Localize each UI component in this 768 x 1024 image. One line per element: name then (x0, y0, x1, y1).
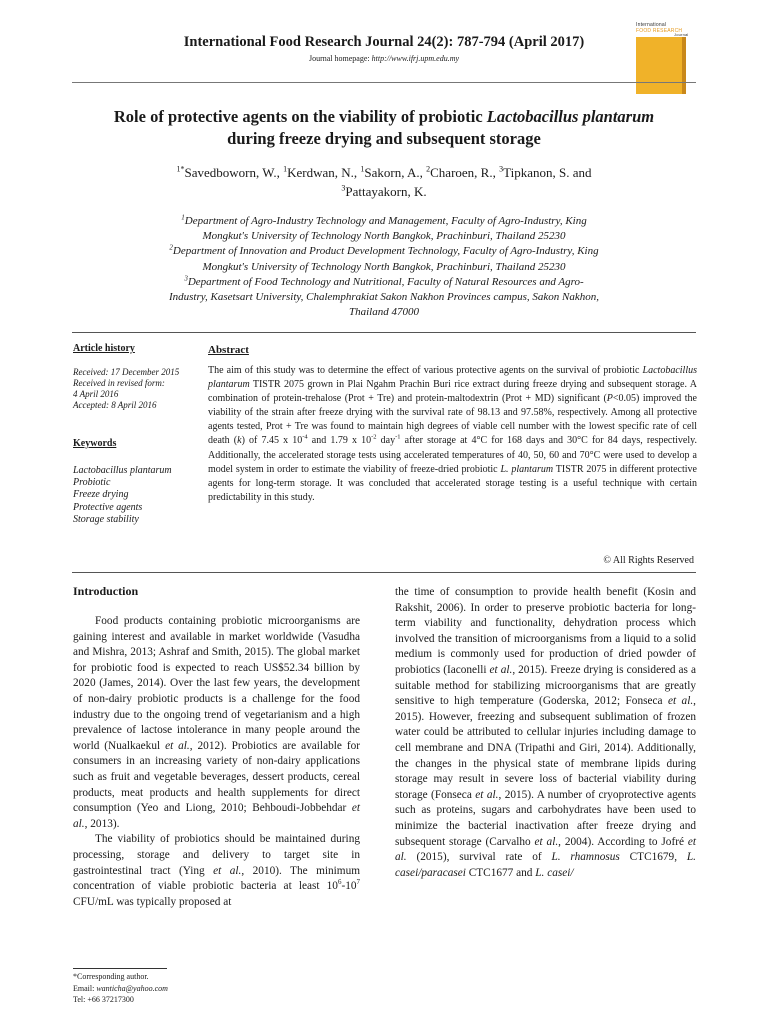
paper-title (60, 106, 708, 150)
abstract-sup: -2 (371, 434, 377, 442)
species-name: L. rhamnosus (551, 851, 620, 864)
footnote-divider (73, 968, 167, 969)
homepage-link[interactable]: http://www.ifrj.upm.edu.my (371, 54, 460, 63)
et-al: et al. (395, 835, 697, 864)
logo-block-shadow (682, 37, 686, 94)
introduction-heading: Introduction (73, 584, 139, 598)
affil-sup: 3 (184, 274, 188, 283)
keywords-list (73, 465, 203, 526)
et-al: et al. (213, 864, 242, 877)
body-text: , 2015). However, freezing and subsequent sublimation of frozen water could be attributed to cellular injuries including damage to cell membrane and DNA (Tripathi and Giri, 2014). Additionally, the changes in the physical state of membrane lipids during storage may result in severe loss of bacterial viability during storage (Fonseca (395, 695, 696, 801)
intro-paragraph-1 (73, 614, 360, 832)
body-text: (2015), survival rate of (406, 851, 552, 864)
body-text: -10 (341, 880, 357, 893)
abstract-part: day (376, 435, 396, 447)
affiliations (80, 214, 688, 320)
et-al: et al. (667, 695, 694, 708)
journal-logo (636, 22, 698, 94)
et-al: et al. (475, 788, 499, 801)
affil-line: Department of Agro-Industry Technology and Management, Faculty of Agro-Industry, King (184, 215, 587, 227)
article-history-label: Article history (73, 343, 135, 354)
affil-line: Mongkut's University of Technology North Bangkok, Prachinburi, Thailand 25230 (202, 260, 566, 273)
received-date: Received: 17 December 2015 (73, 367, 180, 377)
affil-line: Thailand 47000 (349, 306, 419, 319)
abstract-italic: k (237, 435, 242, 447)
author-sup: 1 (283, 164, 288, 174)
accepted-date: Accepted: 8 April 2016 (73, 400, 157, 410)
logo-line-3: Journal (674, 32, 689, 37)
journal-citation: International Food Research Journal 24(2): 787-794 (April 2017) (183, 34, 585, 50)
abstract-part: <0.05) improved the viability of the strain after freeze drying with the survival rate of 98.13 and 97.58%, respectively. Among all protective agents tested, Prot + Tre was found to maintain high degrees of viable cell number with the lowest specific rate of cell death ( (208, 393, 697, 447)
abstract-part: The aim of this study was to determine the effect of various protective agents on the survival of probiotic (208, 365, 643, 376)
intro-paragraph-2 (73, 832, 360, 910)
article-history (73, 367, 203, 411)
abstract-part: TISTR 2075 grown in Plai Ngahm Prachin Buri rice extract during freeze drying and subsequent storage. A combination of protein-trehalose (Prot + Tre) and protein-maltodextrin (Prot + MD) significant ( (208, 379, 697, 405)
keyword-item: Freeze drying (73, 489, 129, 501)
et-al: et al. (534, 835, 559, 848)
keyword-item: Protective agents (73, 501, 143, 513)
abstract-part: TISTR 2075 in different protective agents for long-term storage. It was concluded that accelerated storage testing is a useful technique with certain predictability in this study. (208, 463, 697, 503)
affil-sup: 1 (181, 213, 185, 222)
body-text: CTC1677 and (465, 866, 536, 879)
body-text: CTC1679, (619, 851, 687, 864)
header-divider (72, 82, 696, 83)
title-part: Role of protective agents on the viability of probiotic (113, 107, 487, 126)
et-al: et al. (165, 739, 190, 752)
keyword-item: Probiotic (73, 477, 111, 489)
abstract-sup: -4 (302, 434, 308, 442)
species-name: L. casei/ (535, 866, 574, 879)
revised-date: 4 April 2016 (73, 389, 119, 399)
homepage-label: Journal homepage: (308, 54, 372, 63)
author-sup: 1* (176, 164, 185, 174)
et-al: et al. (73, 802, 360, 830)
keyword-item: Storage stability (73, 513, 139, 525)
logo-line-1: International (636, 22, 667, 28)
keyword-item: Lactobacillus plantarum (73, 465, 172, 476)
body-column-left (73, 614, 360, 910)
body-text: CFU/mL was typically proposed at (73, 895, 232, 908)
body-text: The viability of probiotics should be maintained during processing, storage and delivery to target site in gastrointestinal tract (Ying (73, 833, 360, 877)
author-name: Tipkanon, S. and (503, 165, 592, 180)
email-link[interactable]: wanticha@yahoo.com (96, 983, 168, 993)
body-column-right (395, 585, 696, 881)
abstract-part: ) of 7.45 x 10 (241, 435, 303, 447)
abstract-species: L. plantarum (500, 463, 554, 475)
intro-paragraph-2-cont (395, 585, 696, 881)
revised-label: Received in revised form: (73, 378, 165, 388)
body-text: the time of consumption to provide health benefit (Kosin and Rakshit, 2006). In order to preserve probiotic bacteria for long-term viability and functionality, dehydration process which involved the transition of microorganisms from a liquid to a solid medium is commonly used for production of dried powder of probiotics (Iaconelli (395, 586, 696, 676)
author-name: Sakorn, A., (364, 165, 427, 180)
affil-line: Department of Innovation and Product Development Technology, Faculty of Agro-Industry, King (172, 245, 599, 258)
author-sup: 3 (499, 164, 504, 174)
corresponding-author-footnote (73, 971, 168, 1006)
author-name: Kerdwan, N., (287, 165, 361, 180)
author-list (80, 163, 688, 201)
author-name: Savedboworn, W., (184, 165, 284, 180)
abstract-label: Abstract (208, 344, 249, 356)
body-text: , 2012). Probiotics are available for consumers in an increasing variety of non-dairy applications such as fruit and vegetable beverages, dessert products, cereal products, meat products and health supplements for direct consumption (Yeo and Liong, 2010; Behboudi-Jobbehdar (73, 739, 360, 815)
affil-line: Mongkut's University of Technology North Bangkok, Prachinburi, Thailand 25230 (202, 230, 566, 243)
title-line-2: during freeze drying and subsequent storage (227, 129, 541, 148)
affil-line: Department of Food Technology and Nutritional, Faculty of Natural Resources and Agro- (187, 275, 584, 288)
body-text: Food products containing probiotic microorganisms are gaining interest and available in market worldwide (Vasudha and Mishra, 2013; Ashraf and Smith, 2015). The global market for probiotic food is expected to reach US$52.34 billion by 2020 (James, 2014). Over the last few years, the development of non-dairy probiotic products is a challenge for the food industry due to the ongoing trend of vegetarianism and a high prevalence of lactose intolerance in many people around the world (Nualkaekul (73, 615, 360, 752)
body-text: , 2015). A number of cryoprotective agents such as proteins, sugars and carbohydrates have been used to minimize the bacterial inactivation after freeze drying and subsequent storage (Carvalho (395, 788, 696, 848)
body-text: , 2015). Freeze drying is considered as a suitable method for stabilizing microorganisms that are greatly sensitive to high temperature (Goderska, 2012; Fonseca (395, 663, 696, 708)
keywords-label: Keywords (73, 438, 117, 449)
affil-sup: 2 (169, 243, 173, 252)
abstract-part: and 1.79 x 10 (307, 435, 372, 447)
abstract-text (208, 364, 697, 505)
corresponding-label: *Corresponding author. (73, 972, 149, 981)
title-species: Lactobacillus plantarum (486, 107, 655, 126)
info-divider-top (72, 332, 696, 333)
telephone: Tel: +66 37217300 (73, 995, 134, 1004)
affil-line: Industry, Kasetsart University, Chalemphrakiat Sakon Nakhon Provinces campus, Sakon Nakhon, (168, 291, 600, 304)
body-sup: 7 (356, 878, 360, 887)
abstract-sup: -1 (395, 434, 401, 442)
article-info (73, 343, 203, 526)
abstract-italic: P (606, 393, 613, 405)
info-divider-bottom (72, 572, 696, 573)
logo-line-2: FOOD RESEARCH (636, 28, 683, 34)
author-name: Pattayakorn, K. (345, 184, 427, 199)
affiliation-2 (80, 244, 688, 259)
author-name: Charoen, R., (430, 165, 500, 180)
logo-block (636, 37, 682, 94)
affiliation-1 (80, 214, 688, 229)
abstract-species: Lactobacillus plantarum (208, 365, 697, 391)
et-al: et al. (489, 663, 513, 676)
copyright-notice: © All Rights Reserved (603, 555, 694, 566)
email-label: Email: (73, 983, 97, 993)
body-text: , 2013). (84, 817, 120, 830)
affiliation-3 (80, 275, 688, 290)
body-text: , 2004). According to Jofré (558, 835, 688, 848)
author-sup: 2 (426, 164, 431, 174)
email-line (73, 983, 168, 995)
abstract-part: after storage at 4°C for 168 days and 30°C for 84 days, respectively. Additionally, the accelerated storage tests using accelerated temperatures of 40, 50, 60 and 70°C were used to develop a model system in order to estimate the viability of freeze-dried probiotic (208, 435, 697, 475)
author-sup: 1 (360, 164, 365, 174)
species-name: L. casei/paracasei (395, 851, 696, 879)
body-sup: 6 (337, 878, 342, 887)
body-text: , 2010). The minimum concentration of viable probiotic bacteria at least 10 (73, 864, 361, 893)
author-sup: 3 (341, 183, 346, 193)
